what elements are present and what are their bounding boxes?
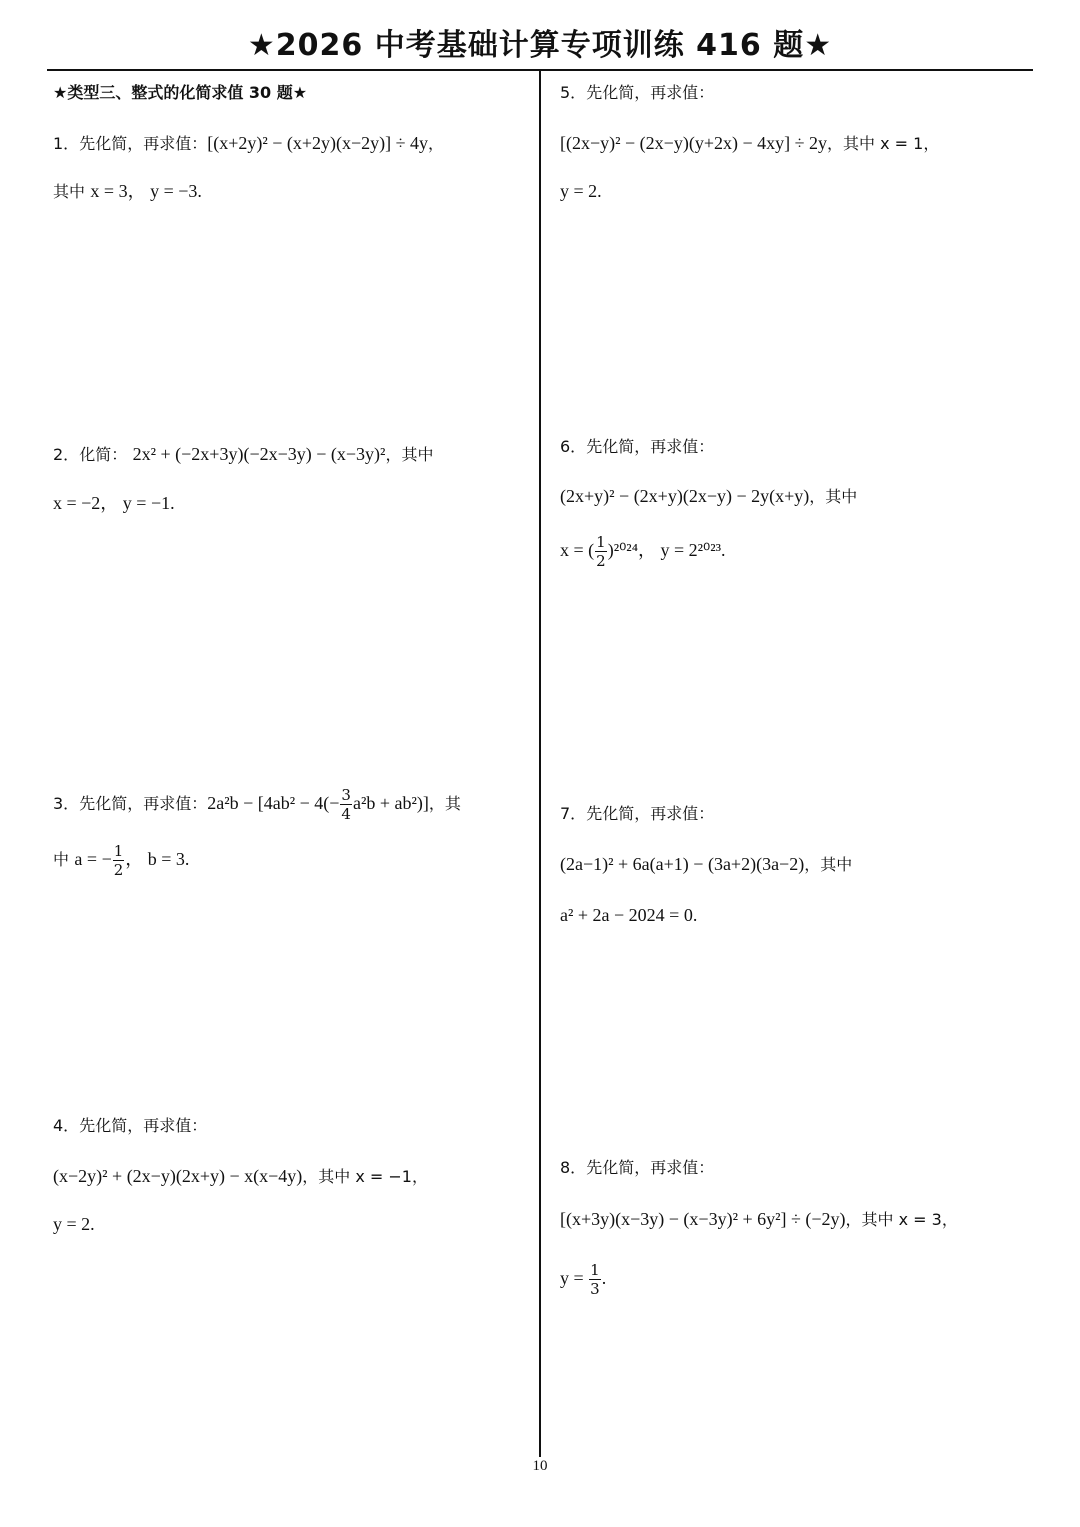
problem-values: a = − xyxy=(74,849,112,869)
fraction-numerator: 3 xyxy=(341,786,351,804)
problem-suffix: ，其中 xyxy=(809,487,858,506)
problem-7-line-1 xyxy=(560,803,714,825)
fraction-denominator: 2 xyxy=(113,861,124,879)
problem-expression: [(2x−y)² − (2x−y)(y+2x) − 4xy] ÷ 2y xyxy=(560,133,827,153)
problem-expression: (2x+y)² − (2x+y)(2x−y) − 2y(x+y) xyxy=(560,486,810,506)
problem-number: 4． xyxy=(53,1116,80,1135)
problem-suffix: . xyxy=(90,1214,95,1234)
problem-number: 8． xyxy=(560,1158,587,1177)
problem-instruction: 先化简，再求值： xyxy=(79,134,208,153)
fraction xyxy=(595,533,607,570)
problem-number: 1． xyxy=(53,134,80,153)
fraction xyxy=(113,842,125,879)
problem-number: 6． xyxy=(560,437,587,456)
problem-8-line-3 xyxy=(560,1261,606,1298)
column-divider xyxy=(539,70,541,1457)
problem-suffix: . xyxy=(601,1268,607,1288)
problem-6-line-1 xyxy=(560,436,714,458)
fraction-denominator: 2 xyxy=(596,552,606,570)
problem-instruction: 先化简，再求值： xyxy=(79,794,208,813)
problem-5-line-1 xyxy=(560,82,714,104)
problem-suffix: ，其中 xyxy=(385,445,434,464)
page-title: ★2026 中考基础计算专项训练 416 题★ xyxy=(247,28,833,63)
problem-expression: [(x+3y)(x−3y) − (x−3y)² + 6y²] ÷ (−2y) xyxy=(560,1209,846,1229)
problem-suffix: . xyxy=(170,493,175,513)
problem-3-line-1 xyxy=(53,786,461,823)
problem-instruction: 先化简，再求值： xyxy=(79,1116,208,1135)
problem-2-line-1 xyxy=(53,443,433,466)
problem-6-line-2 xyxy=(560,485,857,508)
problem-values: y = 2 xyxy=(53,1214,91,1234)
problem-8-line-2 xyxy=(560,1208,958,1231)
problem-suffix: ，其中 x = −1， xyxy=(302,1167,428,1186)
fraction-numerator: 1 xyxy=(113,842,124,860)
problem-8-line-1 xyxy=(560,1157,714,1179)
fraction-denominator: 3 xyxy=(590,1280,600,1298)
problem-values: )²⁰²⁴， y = 2²⁰²³ xyxy=(607,540,722,560)
problem-expression: [(x+2y)² − (x+2y)(x−2y)] ÷ 4y xyxy=(207,133,429,153)
problem-suffix: . xyxy=(597,181,602,201)
problem-values: x = 3， y = −3 xyxy=(90,181,198,201)
problem-number: 7． xyxy=(560,804,587,823)
problem-number: 5． xyxy=(560,83,587,102)
section-heading: ★类型三、整式的化简求值 30 题★ xyxy=(53,83,308,102)
problem-instruction: 先化简，再求值： xyxy=(586,437,715,456)
problem-4-line-2 xyxy=(53,1165,428,1188)
fraction xyxy=(589,1261,601,1298)
problem-instruction: 先化简，再求值： xyxy=(586,83,715,102)
problem-number: 2． xyxy=(53,445,80,464)
problem-6-line-3 xyxy=(560,533,726,570)
problem-expression: a²b + ab²)] xyxy=(352,793,429,813)
problem-1-line-2 xyxy=(53,180,202,203)
problem-values: x = ( xyxy=(560,540,595,560)
fraction-numerator: 1 xyxy=(596,533,606,551)
problem-expression: (x−2y)² + (2x−y)(2x+y) − x(x−4y) xyxy=(53,1166,303,1186)
problem-suffix: ，其中 xyxy=(804,855,853,874)
problem-instruction: 中 xyxy=(53,850,70,869)
problem-suffix: ，其中 x = 3， xyxy=(845,1210,958,1229)
problem-7-line-3 xyxy=(560,904,697,927)
problem-suffix: ， xyxy=(428,134,445,153)
fraction-numerator: 1 xyxy=(590,1261,600,1279)
problem-instruction: 先化简，再求值： xyxy=(586,804,715,823)
fraction xyxy=(340,786,352,823)
fraction-denominator: 4 xyxy=(341,805,351,823)
problem-suffix: ，其中 x = 1， xyxy=(827,134,940,153)
problem-suffix: ，其 xyxy=(428,794,461,813)
problem-5-line-2 xyxy=(560,132,939,155)
problem-values: x = −2， y = −1 xyxy=(53,493,171,513)
page-number: 10 xyxy=(532,1458,548,1474)
problem-values: y = 2 xyxy=(560,181,598,201)
problem-condition: a² + 2a − 2024 = 0 xyxy=(560,905,693,925)
problem-instruction: 先化简，再求值： xyxy=(586,1158,715,1177)
problem-values: ， b = 3 xyxy=(125,849,185,869)
problem-suffix: . xyxy=(721,540,726,560)
problem-expression: 2a²b − [4ab² − 4(− xyxy=(207,793,340,813)
problem-values: y = xyxy=(560,1268,589,1288)
problem-3-line-2 xyxy=(53,842,189,879)
problem-7-line-2 xyxy=(560,853,852,876)
problem-suffix: . xyxy=(692,905,698,925)
problem-4-line-1 xyxy=(53,1115,207,1137)
problem-1-line-1 xyxy=(53,132,444,155)
problem-suffix: . xyxy=(197,181,202,201)
problem-suffix: . xyxy=(184,849,190,869)
problem-number: 3． xyxy=(53,794,80,813)
problem-5-line-3 xyxy=(560,180,602,203)
problem-instruction: 其中 xyxy=(53,182,86,201)
problem-expression: (2a−1)² + 6a(a+1) − (3a+2)(3a−2) xyxy=(560,854,805,874)
problem-expression: 2x² + (−2x+3y)(−2x−3y) − (x−3y)² xyxy=(132,444,386,464)
problem-instruction: 化简： xyxy=(79,445,128,464)
problem-4-line-3 xyxy=(53,1213,95,1236)
problem-2-line-2 xyxy=(53,492,175,515)
